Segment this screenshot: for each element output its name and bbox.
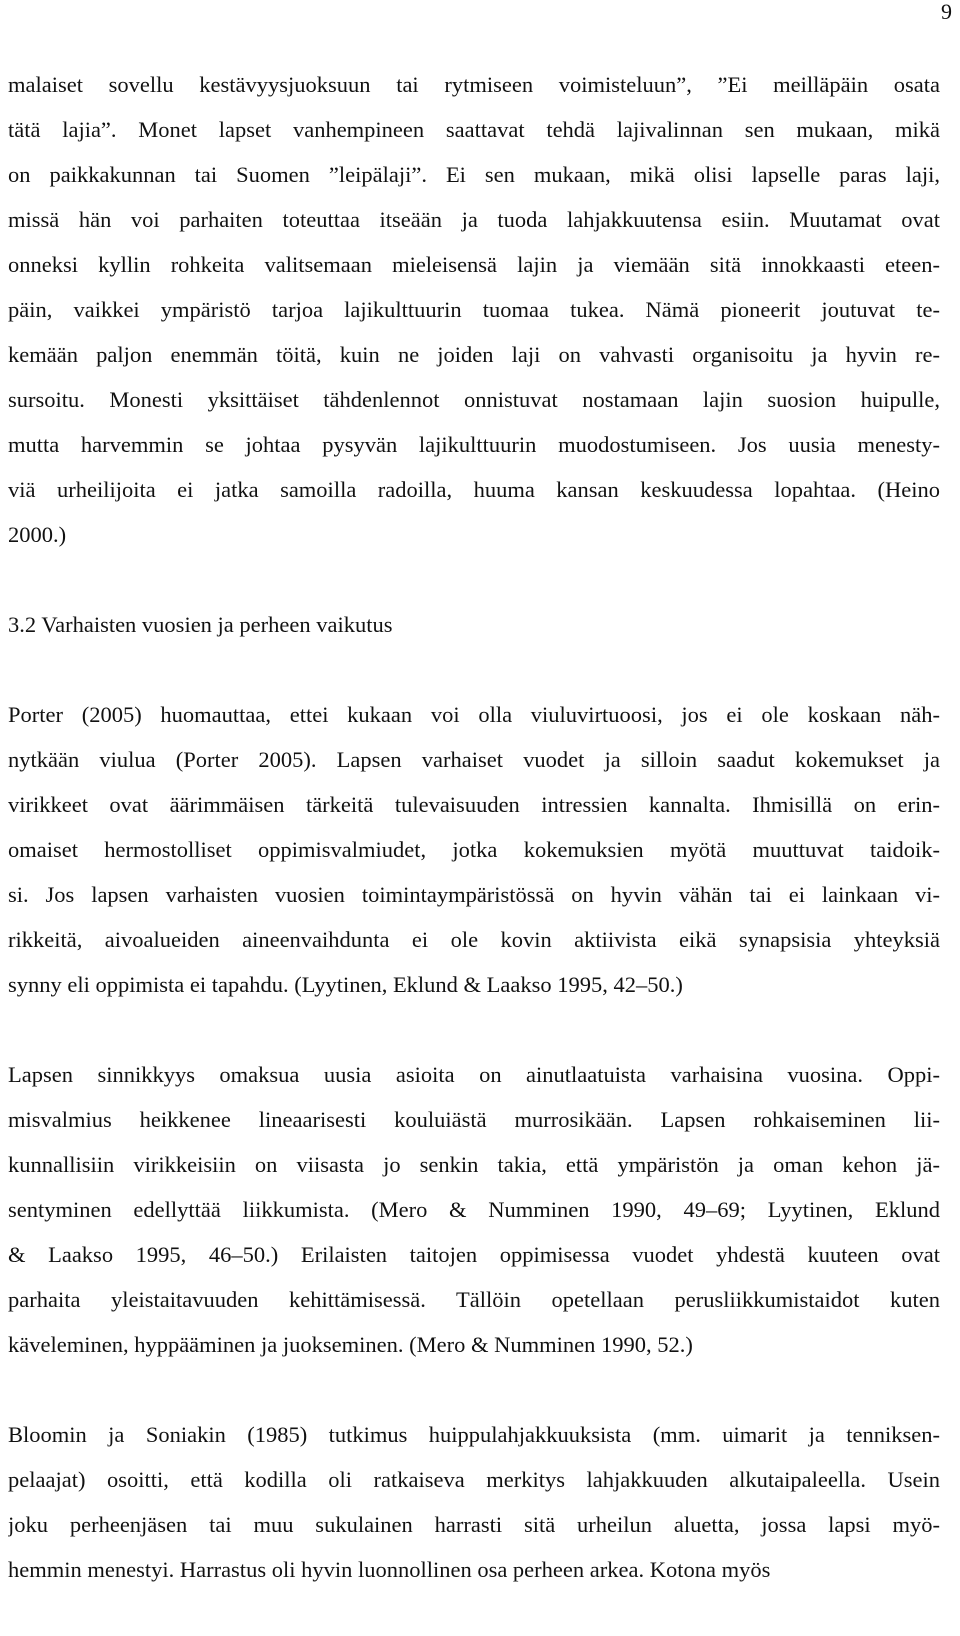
text-line: virikkeet ovat äärimmäisen tärkeitä tulevaisuuden intressien kannalta. Ihmisillä on erin-: [8, 792, 940, 817]
text-line: kunnallisiin virikkeisiin on viisasta jo senkin takia, että ympäristön ja oman kehon jä-: [8, 1152, 940, 1177]
text-line: viä urheilijoita ei jatka samoilla radoilla, huuma kansan keskuudessa lopahtaa. (Heino: [8, 477, 940, 502]
text-line: nytkään viulua (Porter 2005). Lapsen varhaiset vuodet ja silloin saadut kokemukset ja: [8, 747, 940, 772]
text-line: & Laakso 1995, 46–50.) Erilaisten taitojen oppimisessa vuodet yhdestä kuuteen ovat: [8, 1242, 940, 1267]
paragraph-gap: [8, 1367, 940, 1412]
text-line: malaiset sovellu kestävyysjuoksuun tai rytmiseen voimisteluun”, ”Ei meilläpäin osata: [8, 72, 940, 97]
text-line: kemään paljon enemmän töitä, kuin ne joiden laji on vahvasti organisoitu ja hyvin re-: [8, 342, 940, 367]
text-line: sentyminen edellyttää liikkumista. (Mero & Numminen 1990, 49–69; Lyytinen, Eklund: [8, 1197, 940, 1222]
section-heading: 3.2 Varhaisten vuosien ja perheen vaikutus: [8, 612, 393, 637]
paragraph-gap: [8, 647, 940, 692]
text-line: joku perheenjäsen tai muu sukulainen harrasti sitä urheilun aluetta, jossa lapsi myö-: [8, 1512, 940, 1537]
text-line: mutta harvemmin se johtaa pysyvän lajikulttuurin muodostumiseen. Jos uusia menesty-: [8, 432, 940, 457]
text-line: parhaita yleistaitavuuden kehittämisessä. Tällöin opetellaan perusliikkumistaidot kuten: [8, 1287, 940, 1312]
text-line: Bloomin ja Soniakin (1985) tutkimus huippulahjakkuuksista (mm. uimarit ja tenniksen-: [8, 1422, 940, 1447]
text-line: omaiset hermostolliset oppimisvalmiudet, jotka kokemuksien myötä muuttuvat taidoik-: [8, 837, 940, 862]
text-line: synny eli oppimista ei tapahdu. (Lyytinen, Eklund & Laakso 1995, 42–50.): [8, 972, 683, 997]
text-line: hemmin menestyi. Harrastus oli hyvin luonnollinen osa perheen arkea. Kotona myös: [8, 1557, 771, 1582]
paragraph-gap: [8, 557, 940, 602]
paragraph: [8, 1412, 940, 1592]
text-line: missä hän voi parhaiten toteuttaa itseään ja tuoda lahjakkuutensa esiin. Muutamat ovat: [8, 207, 940, 232]
text-line: Lapsen sinnikkyys omaksua uusia asioita on ainutlaatuista varhaisina vuosina. Oppi-: [8, 1062, 940, 1087]
text-line: rikkeitä, aivoalueiden aineenvaihdunta ei ole kovin aktiivista eikä synapsisia yhteyksiä: [8, 927, 940, 952]
document-body: [8, 62, 940, 1592]
text-line: 2000.): [8, 522, 67, 547]
paragraph: [8, 62, 940, 557]
text-line: käveleminen, hyppääminen ja juokseminen. (Mero & Numminen 1990, 52.): [8, 1332, 693, 1357]
text-line: onneksi kyllin rohkeita valitsemaan mieleisensä lajin ja viemään sitä innokkaasti eteen-: [8, 252, 940, 277]
text-line: pelaajat) osoitti, että kodilla oli ratkaiseva merkitys lahjakkuuden alkutaipaleella. Usein: [8, 1467, 940, 1492]
text-line: si. Jos lapsen varhaisten vuosien toimintaympäristössä on hyvin vähän tai ei lainkaan vi-: [8, 882, 940, 907]
text-line: misvalmius heikkenee lineaarisesti kouluiästä murrosikään. Lapsen rohkaiseminen lii-: [8, 1107, 940, 1132]
page-number: 9: [941, 0, 952, 24]
text-line: Porter (2005) huomauttaa, ettei kukaan voi olla viuluvirtuoosi, jos ei ole koskaan näh-: [8, 702, 940, 727]
text-line: päin, vaikkei ympäristö tarjoa lajikulttuurin tuomaa tukea. Nämä pioneerit joutuvat te-: [8, 297, 940, 322]
paragraph-gap: [8, 1007, 940, 1052]
text-line: tätä lajia”. Monet lapset vanhempineen saattavat tehdä lajivalinnan sen mukaan, mikä: [8, 117, 940, 142]
paragraph: [8, 692, 940, 1007]
paragraph: [8, 1052, 940, 1367]
text-line: sursoitu. Monesti yksittäiset tähdenlennot onnistuvat nostamaan lajin suosion huipulle,: [8, 387, 940, 412]
text-line: on paikkakunnan tai Suomen ”leipälaji”. Ei sen mukaan, mikä olisi lapselle paras laji,: [8, 162, 940, 187]
